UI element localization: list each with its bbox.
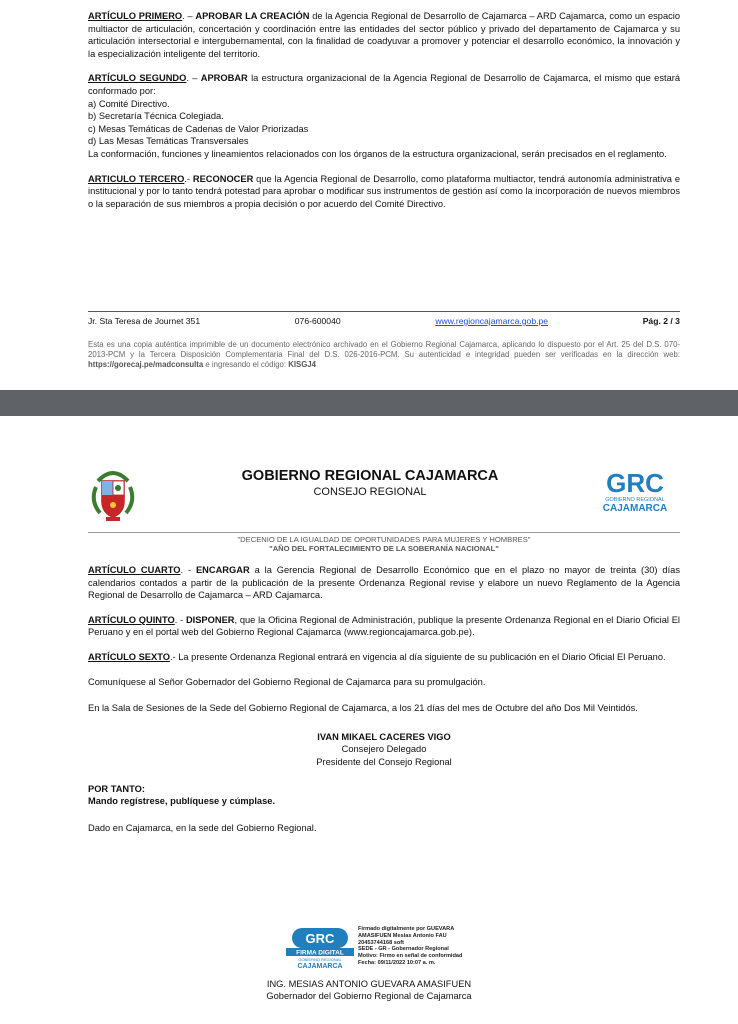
page-title: GOBIERNO REGIONAL CAJAMARCA — [241, 468, 499, 484]
structure-list — [88, 98, 680, 148]
footer-phone: 076-600040 — [294, 316, 341, 326]
article-text: , que la Oficina Regional de Administración, publique la presente Ordenanza Regional en el Diario Oficial El Peruano y en el portal web del Gobierno Regional Cajamarca (www.regioncajamarca.gob.pe). — [88, 614, 680, 638]
svg-text:GRC: GRC — [305, 931, 335, 946]
comuniquese-text: Comuníquese al Señor Gobernador del Gobierno Regional de Cajamarca para su promulgación. — [88, 676, 486, 687]
article-segundo-closing: La conformación, funciones y lineamientos relacionados con los órganos de la estructura organizacional, serán precisados en el reglamento. — [88, 148, 667, 159]
signer-role: Gobernador del Gobierno Regional de Cajamarca — [266, 991, 472, 1001]
article-verb: RECONOCER — [192, 173, 254, 184]
firma-digital-logo-icon — [286, 924, 354, 970]
article-tercero: ARTICULO TERCERO.- RECONOCER que la Agencia Regional de Desarrollo, como plataforma multiactor, tendrá autonomía administrativa e institucional y por lo tanto tendrá potestad para aprobar o modificar sus instrumentos de gestión así como la incorporación de nuevos miembros o la separación de sus miembros a propia decisión o por acuerdo del Comité Directivo. — [88, 173, 680, 209]
article-text: que la Agencia Regional de Desarrollo, como plataforma multiactor, tendrá autonomía administrativa e institucional y por lo tanto tendrá potestad para aprobar o modificar sus instrumentos de gestión así como la incorporación de nuevos miembros o la separación de sus miembros a propia decisión o por acuerdo del Comité Directivo. — [88, 173, 680, 209]
article-label: ARTICULO TERCERO — [88, 173, 185, 184]
article-segundo: ARTÍCULO SEGUNDO. – APROBAR la estructura organizacional de la Agencia Regional de Desarrollo de Cajamarca, el mismo que estará conformado por: — [88, 73, 681, 96]
article-text: .- La presente Ordenanza Regional entrará en vigencia al día siguiente de su publicación en el Diario Oficial El Peruano. — [169, 651, 666, 662]
article-label: ARTÍCULO QUINTO — [88, 614, 175, 625]
article-primero: ARTÍCULO PRIMERO. – APROBAR LA CREACIÓN de la Agencia Regional de Desarrollo de Cajamarca – ARD Cajamarca, como un espacio multiactor de articulación, concertación y coordinación entre las entidades del sector público y privado del departamento de Cajamarca y su articulación intersectorial e intergubernamental, con la finalidad de coadyuvar a promover y potenciar el desarrollo económico, la innovación y la especialización inteligente del territorio. — [88, 11, 681, 59]
verification-url[interactable]: https://gorecaj.pe/madconsulta — [88, 360, 204, 370]
list-item: b) Secretaría Técnica Colegiada. — [88, 111, 224, 122]
signer-name: IVAN MIKAEL CACERES VIGO — [317, 731, 451, 742]
signature-block-president — [88, 731, 680, 769]
page-subtitle: CONSEJO REGIONAL — [313, 486, 427, 498]
signature-details: Firmado digitalmente por GUEVARA AMASIFUEN Mesias Antonio FAU 20453744168 soft SEDE - GR - Gobernador Regional Motivo: Firmo en señal de conformidad Fecha: 09/11/2022 10:07 a. m. — [358, 926, 463, 966]
article-verb: APROBAR LA CREACIÓN — [195, 11, 310, 21]
year-slogan — [88, 532, 680, 553]
svg-text:FIRMA DIGITAL: FIRMA DIGITAL — [296, 949, 344, 957]
signer-name: ING. MESIAS ANTONIO GUEVARA AMASIFUEN — [266, 979, 472, 989]
svg-text:CAJAMARCA: CAJAMARCA — [297, 963, 343, 970]
svg-text:GOBIERNO REGIONAL: GOBIERNO REGIONAL — [298, 957, 342, 962]
peru-coat-of-arms-icon — [86, 467, 140, 523]
signer-role: Presidente del Consejo Regional — [316, 756, 452, 767]
article-label: ARTÍCULO CUARTO — [88, 565, 181, 575]
article-text: de la Agencia Regional de Desarrollo de Cajamarca – ARD Cajamarca, como un espacio multiactor de articulación, concertación y coordinación entre las entidades del sector público y privado del departamento de Cajamarca y su articulación intersectorial e intergubernamental, con la finalidad de coadyuvar a promover y potenciar el desarrollo económico, la innovación y la especialización inteligente del territorio. — [88, 11, 681, 59]
footer-divider — [88, 311, 680, 312]
digital-signature-stamp — [286, 924, 486, 974]
mando-text: Mando regístrese, publíquese y cúmplase. — [88, 796, 276, 807]
verification-code: KISGJ4 — [288, 360, 316, 370]
sala-text: En la Sala de Sesiones de la Sede del Gobierno Regional de Cajamarca, a los 21 días del mes de Octubre del año Dos Mil Veintidós. — [88, 703, 638, 714]
page-number: Pág. 2 / 3 — [642, 316, 680, 326]
list-item: d) Las Mesas Temáticas Transversales — [88, 136, 249, 147]
list-item: c) Mesas Temáticas de Cadenas de Valor Priorizadas — [88, 123, 309, 134]
article-label: ARTÍCULO PRIMERO — [88, 11, 183, 21]
grc-logo-text: GRC — [606, 468, 664, 498]
article-quinto: ARTÍCULO QUINTO. - DISPONER, que la Oficina Regional de Administración, publique la presente Ordenanza Regional en el Diario Oficial El Peruano y en el portal web del Gobierno Regional Cajamarca (www.regioncajamarca.gob.pe). — [88, 614, 680, 638]
article-label: ARTÍCULO SEXTO — [88, 651, 170, 662]
year-line: "AÑO DEL FORTALECIMIENTO DE LA SOBERANÍA NACIONAL" — [269, 544, 499, 553]
article-verb: ENCARGAR — [195, 565, 250, 575]
grc-logo-icon — [590, 468, 680, 516]
por-tanto: POR TANTO: — [88, 783, 145, 794]
article-cuarto: ARTÍCULO CUARTO. - ENCARGAR a la Gerencia Regional de Desarrollo Económico que en el plazo no mayor de treinta (30) días calendarios contados a partir de la publicación de la presente Ordenanza Regional revise y elabore un nuevo Reglamento de la Agencia Regional de Desarrollo de Cajamarca – ARD Cajamarca. — [88, 565, 680, 601]
article-label: ARTÍCULO SEGUNDO — [88, 73, 187, 84]
authenticity-notice: Esta es una copia auténtica imprimible de un documento electrónico archivado en el Gobierno Regional Cajamarca, aplicando lo dispuesto por el Art. 25 del D.S. 070-2013-PCM y la Tercera Disposición Complementaria Final del D.S. 026-2016-PCM. Su autenticidad e integridad pueden ser verificadas en la dirección web: https://gorecaj.pe/madconsulta e ingresando el código: KISGJ4 — [88, 340, 680, 370]
decenio-line: "DECENIO DE LA IGUALDAD DE OPORTUNIDADES PARA MUJERES Y HOMBRES" — [237, 535, 531, 544]
article-text: a la Gerencia Regional de Desarrollo Económico que en el plazo no mayor de treinta (30) días calendarios contados a partir de la publicación de la presente Ordenanza Regional revise y elabore un nuevo Reglamento de la Agencia Regional de Desarrollo de Cajamarca – ARD Cajamarca. — [88, 565, 680, 601]
signature-block-governor — [200, 978, 538, 1002]
signer-role: Consejero Delegado — [341, 744, 427, 755]
list-item: a) Comité Directivo. — [88, 98, 170, 109]
article-sexto — [88, 651, 680, 664]
article-verb: DISPONER — [185, 614, 235, 625]
svg-text:GOBIERNO REGIONAL: GOBIERNO REGIONAL — [605, 497, 665, 503]
page-body — [88, 10, 680, 222]
page-footer — [88, 316, 680, 326]
footer-website-link[interactable]: www.regioncajamarca.gob.pe — [435, 316, 549, 326]
page-separator — [0, 390, 738, 416]
page-body — [88, 564, 680, 834]
svg-text:CAJAMARCA: CAJAMARCA — [602, 503, 668, 514]
document-page-2 — [0, 0, 738, 390]
footer-address: Jr. Sta Teresa de Journet 351 — [88, 316, 201, 326]
dado-text: Dado en Cajamarca, en la sede del Gobierno Regional. — [88, 822, 317, 833]
article-text: la estructura organizacional de la Agencia Regional de Desarrollo de Cajamarca, el mismo que estará conformado por: — [88, 73, 681, 96]
article-verb: APROBAR — [200, 73, 248, 84]
